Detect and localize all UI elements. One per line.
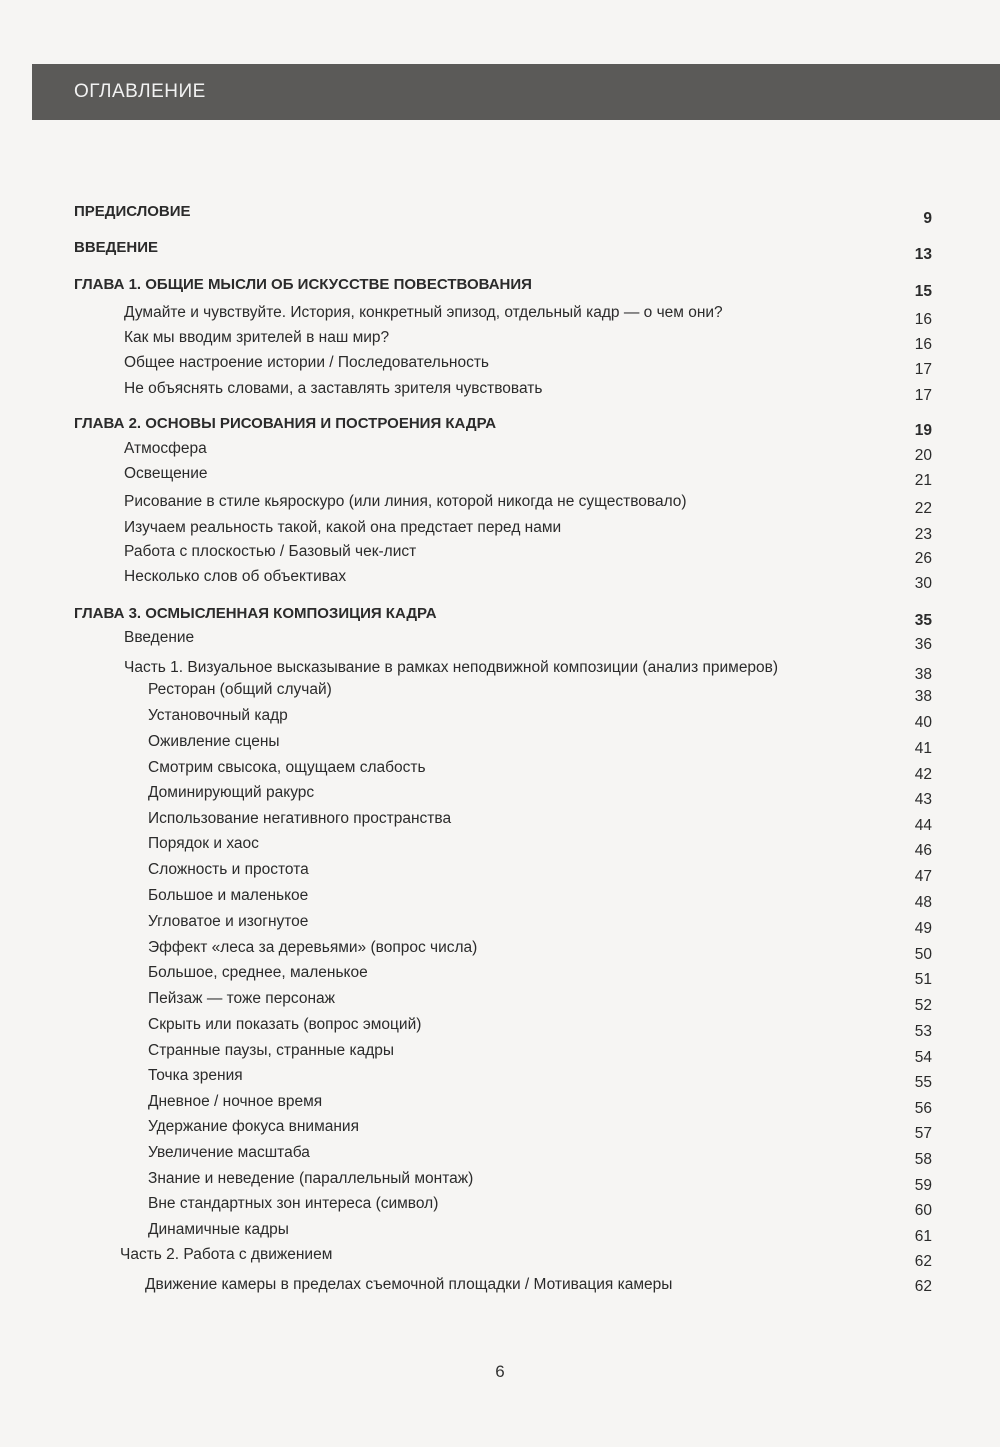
toc-entry-page: 52 bbox=[914, 997, 932, 1014]
toc-entry-title: Динамичные кадры bbox=[148, 1221, 289, 1238]
toc-entry-title: Угловатое и изогнутое bbox=[148, 913, 309, 930]
toc-entry bbox=[0, 1042, 1000, 1066]
toc-entry-title: Несколько слов об объективах bbox=[124, 568, 347, 585]
toc-entry-title: Смотрим свысока, ощущаем слабость bbox=[148, 759, 426, 776]
toc-entry-title: Общее настроение истории / Последовательность bbox=[124, 354, 489, 371]
toc-entry-page: 51 bbox=[914, 971, 932, 988]
toc-entry bbox=[0, 465, 1000, 489]
toc-entry-title: Ресторан (общий случай) bbox=[148, 681, 332, 698]
toc-entry bbox=[0, 707, 1000, 731]
toc-entry-page: 16 bbox=[914, 311, 932, 328]
toc-entry-page: 58 bbox=[914, 1151, 932, 1168]
toc-entry bbox=[0, 784, 1000, 808]
toc-entry bbox=[0, 1195, 1000, 1219]
toc-entry-title: Введение bbox=[124, 629, 195, 646]
toc-entry-page: 17 bbox=[914, 387, 932, 404]
toc-entry bbox=[0, 239, 1000, 263]
toc-entry-title: Движение камеры в пределах съемочной площадки / Мотивация камеры bbox=[145, 1276, 673, 1293]
toc-entry-page: 57 bbox=[914, 1125, 932, 1142]
toc-entry bbox=[0, 354, 1000, 378]
toc-entry-title: Точка зрения bbox=[148, 1067, 243, 1084]
toc-entry-page: 26 bbox=[914, 550, 932, 567]
toc-entry-title: Порядок и хаос bbox=[148, 835, 259, 852]
toc-entry bbox=[0, 543, 1000, 567]
toc-entry-page: 54 bbox=[914, 1049, 932, 1066]
toc-entry bbox=[0, 810, 1000, 834]
toc-entry-page: 22 bbox=[914, 500, 932, 517]
toc-entry-page: 40 bbox=[914, 714, 932, 731]
toc-entry-title: ГЛАВА 2. ОСНОВЫ РИСОВАНИЯ И ПОСТРОЕНИЯ КАДРА bbox=[74, 415, 497, 432]
toc-entry-page: 56 bbox=[914, 1100, 932, 1117]
toc-entry-page: 23 bbox=[914, 526, 932, 543]
toc-entry-title: Установочный кадр bbox=[148, 707, 288, 724]
toc-entry-page: 42 bbox=[914, 766, 932, 783]
toc-entry-title: Оживление сцены bbox=[148, 733, 280, 750]
toc-entry-title: Сложность и простота bbox=[148, 861, 309, 878]
toc-entry bbox=[0, 939, 1000, 963]
toc-entry-page: 35 bbox=[914, 612, 932, 629]
page-title: ОГЛАВЛЕНИЕ bbox=[74, 81, 206, 102]
toc-entry-title: Работа с плоскостью / Базовый чек-лист bbox=[124, 543, 417, 560]
toc-entry bbox=[0, 861, 1000, 885]
toc-entry-page: 13 bbox=[914, 246, 932, 263]
toc-entry bbox=[0, 1118, 1000, 1142]
toc-entry-page: 48 bbox=[914, 894, 932, 911]
toc-entry-title: Знание и неведение (параллельный монтаж) bbox=[148, 1170, 474, 1187]
toc-entry-page: 15 bbox=[914, 283, 932, 300]
toc-entry bbox=[0, 1246, 1000, 1270]
toc-entry-title: Увеличение масштаба bbox=[148, 1144, 310, 1161]
toc-entry-page: 62 bbox=[914, 1278, 932, 1295]
toc-chapter bbox=[0, 415, 1000, 439]
toc-entry-page: 17 bbox=[914, 361, 932, 378]
toc-entry bbox=[0, 964, 1000, 988]
toc-entry-page: 43 bbox=[914, 791, 932, 808]
toc-entry-title: Пейзаж — тоже персонаж bbox=[148, 990, 336, 1007]
toc-entry bbox=[0, 681, 1000, 705]
toc-entry bbox=[0, 887, 1000, 911]
toc-entry-title: Доминирующий ракурс bbox=[148, 784, 315, 801]
toc-entry bbox=[0, 659, 1000, 683]
toc-entry-page: 38 bbox=[914, 688, 932, 705]
toc-entry-page: 38 bbox=[914, 666, 932, 683]
toc-entry-page: 46 bbox=[914, 842, 932, 859]
toc-entry bbox=[0, 380, 1000, 404]
toc-entry bbox=[0, 493, 1000, 517]
toc-entry-page: 20 bbox=[914, 447, 932, 464]
toc-entry bbox=[0, 329, 1000, 353]
toc-entry-title: Дневное / ночное время bbox=[148, 1093, 323, 1110]
toc-entry-title: Освещение bbox=[124, 465, 208, 482]
toc-entry-title: ГЛАВА 1. ОБЩИЕ МЫСЛИ ОБ ИСКУССТВЕ ПОВЕСТВОВАНИЯ bbox=[74, 276, 532, 293]
toc-entry-page: 50 bbox=[914, 946, 932, 963]
toc-entry-page: 62 bbox=[914, 1253, 932, 1270]
toc-entry-title: Вне стандартных зон интереса (символ) bbox=[148, 1195, 439, 1212]
toc-entry-page: 55 bbox=[914, 1074, 932, 1091]
toc-entry-title: Скрыть или показать (вопрос эмоций) bbox=[148, 1016, 422, 1033]
toc-entry bbox=[0, 1093, 1000, 1117]
toc-entry-title: Атмосфера bbox=[124, 440, 207, 457]
toc-entry-page: 53 bbox=[914, 1023, 932, 1040]
toc-entry bbox=[0, 990, 1000, 1014]
toc-entry-page: 47 bbox=[914, 868, 932, 885]
toc-entry-title: Большое, среднее, маленькое bbox=[148, 964, 368, 981]
toc-entry bbox=[0, 1067, 1000, 1091]
toc-entry-page: 61 bbox=[914, 1228, 932, 1245]
toc-entry-title: Эффект «леса за деревьями» (вопрос числа) bbox=[148, 939, 478, 956]
toc-entry-title: Не объяснять словами, а заставлять зрителя чувствовать bbox=[124, 380, 543, 397]
toc-entry-title: Часть 1. Визуальное высказывание в рамках неподвижной композиции (анализ примеров) bbox=[124, 659, 779, 676]
toc-entry-page: 41 bbox=[914, 740, 932, 757]
toc-entry bbox=[0, 733, 1000, 757]
toc-entry-title: Странные паузы, странные кадры bbox=[148, 1042, 394, 1059]
toc-entry-page: 30 bbox=[914, 575, 932, 592]
toc-entry bbox=[0, 913, 1000, 937]
toc-chapter bbox=[0, 605, 1000, 629]
toc-entry-title: ПРЕДИСЛОВИЕ bbox=[74, 203, 191, 220]
toc-entry bbox=[0, 568, 1000, 592]
toc-entry bbox=[0, 1016, 1000, 1040]
toc-entry bbox=[0, 759, 1000, 783]
toc-entry-title: Удержание фокуса внимания bbox=[148, 1118, 359, 1135]
toc-entry-page: 19 bbox=[914, 422, 932, 439]
toc-entry bbox=[0, 1221, 1000, 1245]
toc-entry bbox=[0, 304, 1000, 328]
toc-entry bbox=[0, 1144, 1000, 1168]
toc-entry-page: 36 bbox=[914, 636, 932, 653]
toc-entry-title: ВВЕДЕНИЕ bbox=[74, 239, 158, 256]
toc-entry bbox=[0, 835, 1000, 859]
toc-entry-title: Как мы вводим зрителей в наш мир? bbox=[124, 329, 390, 346]
toc-entry-page: 59 bbox=[914, 1177, 932, 1194]
toc-entry bbox=[0, 1170, 1000, 1194]
toc-entry-title: Использование негативного пространства bbox=[148, 810, 452, 827]
toc-entry-page: 60 bbox=[914, 1202, 932, 1219]
toc-entry bbox=[0, 440, 1000, 464]
toc-entry-page: 16 bbox=[914, 336, 932, 353]
toc-entry-page: 21 bbox=[914, 472, 932, 489]
toc-chapter bbox=[0, 276, 1000, 300]
toc-entry-title: Часть 2. Работа с движением bbox=[120, 1246, 333, 1263]
toc-entry-title: Большое и маленькое bbox=[148, 887, 309, 904]
toc-entry bbox=[0, 203, 1000, 227]
toc-entry-title: Рисование в стиле кьяроскуро (или линия, которой никогда не существовало) bbox=[124, 493, 687, 510]
page-number: 6 bbox=[495, 1362, 505, 1381]
toc-entry-page: 49 bbox=[914, 920, 932, 937]
toc-entry-title: Думайте и чувствуйте. История, конкретный эпизод, отдельный кадр — о чем они? bbox=[124, 304, 723, 321]
toc-entry-page: 9 bbox=[923, 210, 932, 227]
toc-entry-title: Изучаем реальность такой, какой она предстает перед нами bbox=[124, 519, 562, 536]
toc-entry bbox=[0, 519, 1000, 543]
toc-entry bbox=[0, 629, 1000, 653]
toc-entry-title: ГЛАВА 3. ОСМЫСЛЕННАЯ КОМПОЗИЦИЯ КАДРА bbox=[74, 605, 437, 622]
toc-entry-page: 44 bbox=[914, 817, 932, 834]
toc-entry bbox=[0, 1276, 1000, 1300]
